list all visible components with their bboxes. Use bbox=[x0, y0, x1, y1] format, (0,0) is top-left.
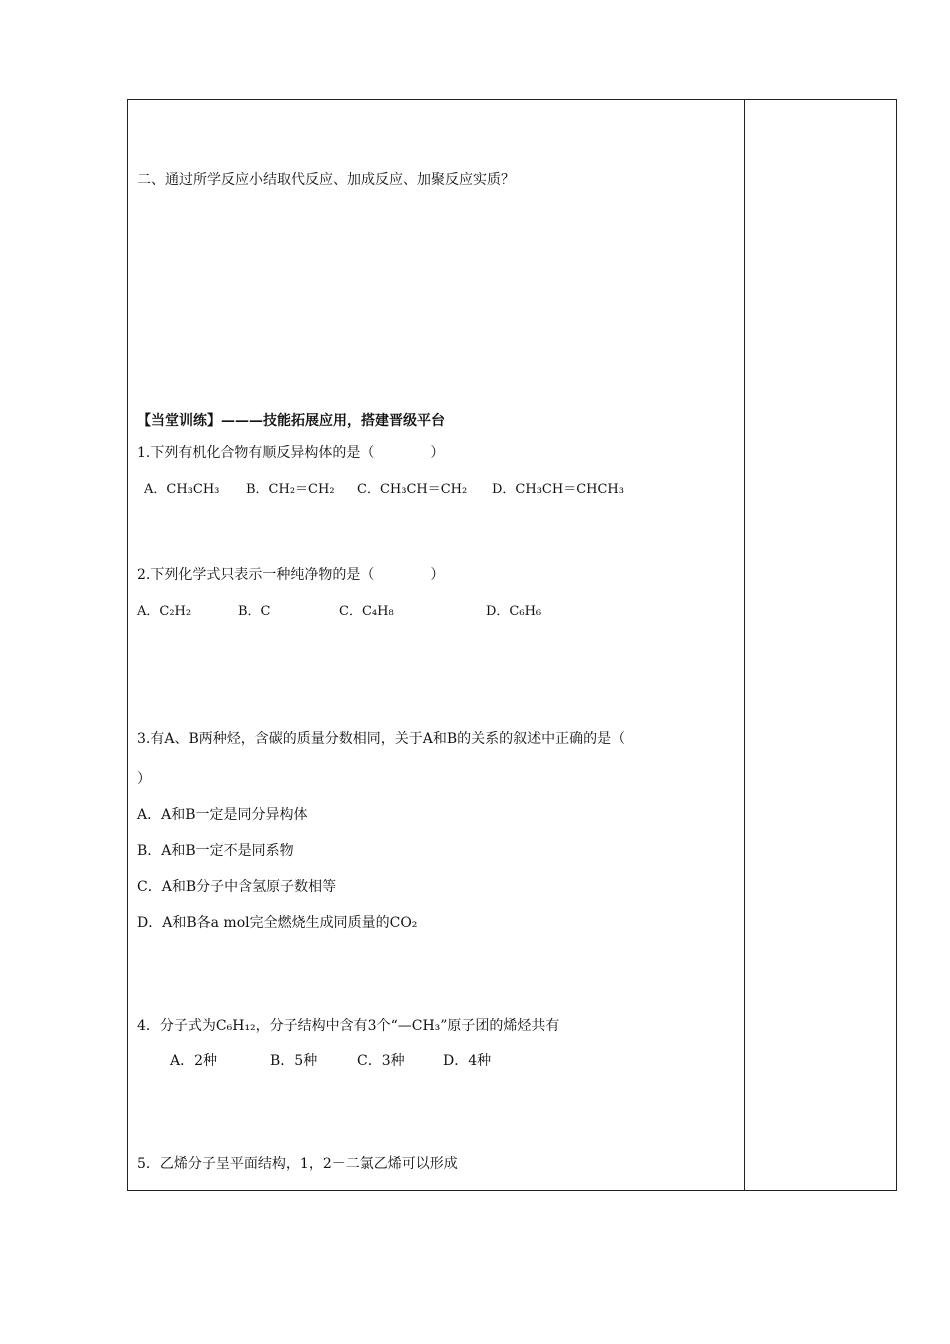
q1-stem: 1.下列有机化合物有顺反异构体的是（ ） bbox=[137, 445, 445, 461]
q2-stem: 2.下列化学式只表示一种纯净物的是（ ） bbox=[137, 567, 445, 583]
q3-option-a: A．A和B一定是同分异构体 bbox=[137, 807, 308, 823]
q5-stem: 5．乙烯分子呈平面结构，1，2－二氯乙烯可以形成 bbox=[137, 1156, 458, 1172]
q3-stem-line-2: ） bbox=[137, 771, 151, 787]
q3-option-b: B．A和B一定不是同系物 bbox=[137, 843, 294, 859]
q1-option-c: C．CH₃CH＝CH₂ bbox=[357, 482, 468, 497]
q4-option-c: C．3种 bbox=[357, 1053, 405, 1069]
training-heading: 【当堂训练】———技能拓展应用，搭建晋级平台 bbox=[137, 413, 445, 429]
q2-option-d: D．C₆H₆ bbox=[486, 604, 542, 619]
q1-option-d: D．CH₃CH＝CHCH₃ bbox=[492, 482, 624, 497]
q2-option-c: C．C₄H₈ bbox=[339, 604, 394, 619]
q4-option-a: A．2种 bbox=[170, 1053, 218, 1069]
q2-option-a: A．C₂H₂ bbox=[137, 604, 192, 619]
q4-option-d: D．4种 bbox=[443, 1053, 492, 1069]
q1-option-a: A．CH₃CH₃ bbox=[144, 482, 220, 497]
q3-option-c: C．A和B分子中含氢原子数相等 bbox=[137, 879, 337, 895]
section-2-title: 二、通过所学反应小结取代反应、加成反应、加聚反应实质？ bbox=[137, 172, 515, 188]
q4-option-b: B．5种 bbox=[270, 1053, 318, 1069]
q4-stem: 4．分子式为C₆H₁₂，分子结构中含有3个“—CH₃”原子团的烯烃共有 bbox=[137, 1018, 560, 1034]
q3-stem-line-1: 3.有A、B两种烃，含碳的质量分数相同，关于A和B的关系的叙述中正确的是（ bbox=[137, 731, 626, 747]
column-divider bbox=[744, 99, 745, 1191]
q1-option-b: B．CH₂＝CH₂ bbox=[246, 482, 335, 497]
q3-option-d: D．A和B各a mol完全燃烧生成同质量的CO₂ bbox=[137, 915, 418, 931]
q2-option-b: B．C bbox=[238, 604, 271, 619]
